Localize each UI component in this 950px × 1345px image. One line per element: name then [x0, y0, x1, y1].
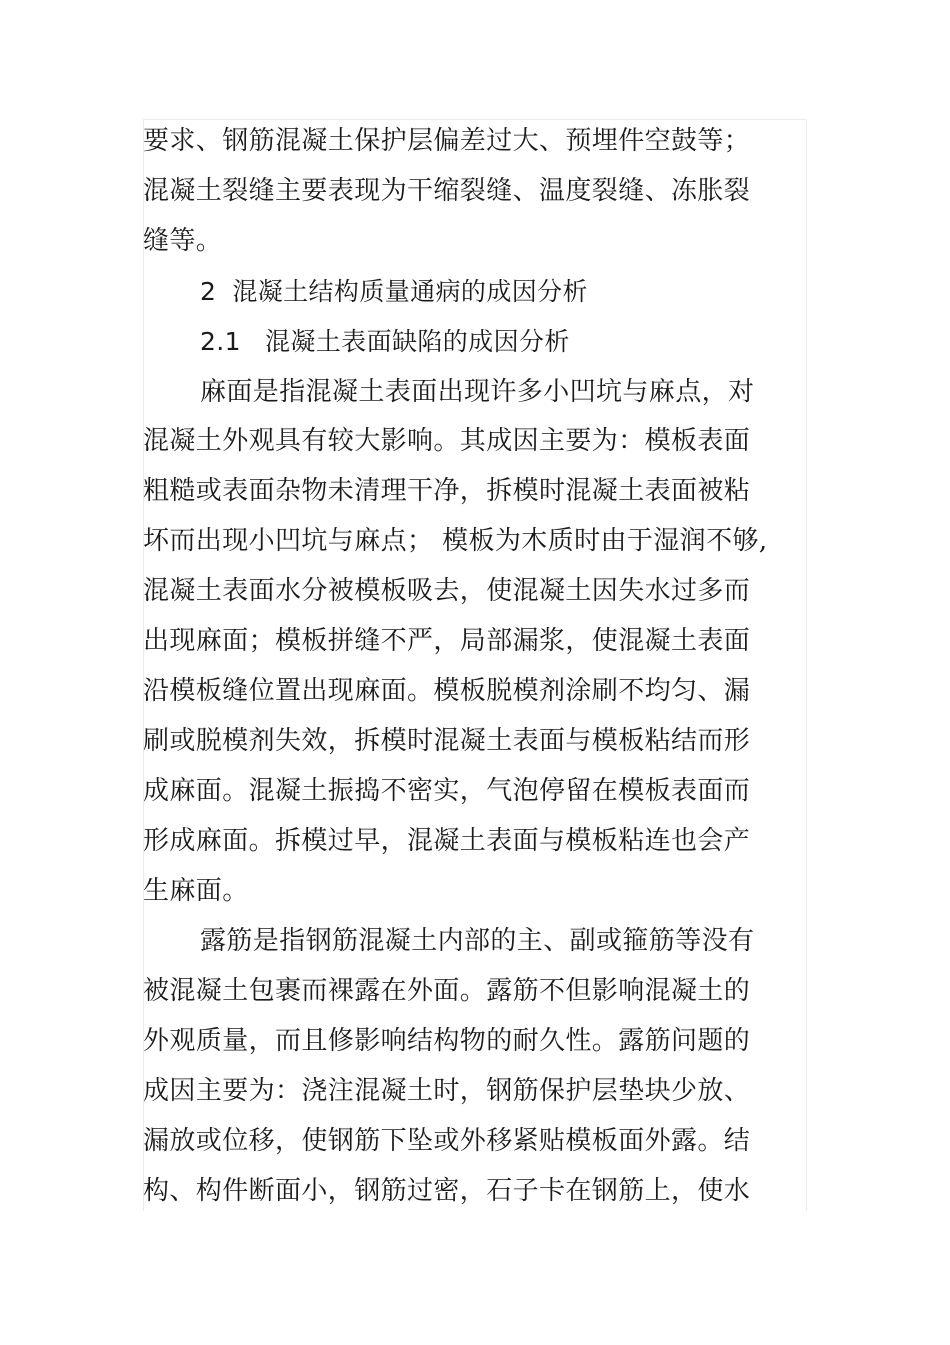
paragraph-line: 粗糙或表面杂物未清理干净，拆模时混凝土表面被粘	[143, 476, 751, 506]
section-title: 混凝土结构质量通病的成因分析	[232, 277, 588, 306]
paragraph-line: 混凝土外观具有较大影响。其成因主要为：模板表面	[143, 426, 751, 456]
paragraph-line: 沿模板缝位置出现麻面。模板脱模剂涂刷不均匀、漏	[143, 676, 751, 706]
paragraph-line: 外观质量，而且修影响结构物的耐久性。露筋问题的	[143, 1026, 751, 1056]
paragraph-line: 露筋是指钢筋混凝土内部的主、副或箍筋等没有	[200, 926, 755, 956]
paragraph-line: 刷或脱模剂失效，拆模时混凝土表面与模板粘结而形	[143, 726, 751, 756]
paragraph-line: 生麻面。	[143, 876, 249, 906]
subsection-title: 混凝土表面缺陷的成因分析	[264, 327, 570, 356]
paragraph-line: 混凝土表面水分被模板吸去，使混凝土因失水过多而	[143, 576, 751, 606]
subsection-number: 2.1	[200, 327, 241, 356]
paragraph-line: 形成麻面。拆模过早，混凝土表面与模板粘连也会产	[143, 826, 751, 856]
section-heading	[200, 277, 588, 307]
paragraph-line: 成麻面。混凝土振捣不密实，气泡停留在模板表面而	[143, 776, 751, 806]
subsection-heading	[200, 327, 570, 357]
paragraph-line: 漏放或位移，使钢筋下坠或外移紧贴模板面外露。结	[143, 1126, 751, 1156]
section-number: 2	[200, 277, 217, 306]
text-line: 混凝土裂缝主要表现为干缩裂缝、温度裂缝、冻胀裂	[143, 176, 751, 206]
paragraph-line: 麻面是指混凝土表面出现许多小凹坑与麻点，对	[200, 377, 755, 407]
paragraph-line: 出现麻面；模板拼缝不严，局部漏浆，使混凝土表面	[143, 626, 751, 656]
paragraph-line: 成因主要为：浇注混凝土时，钢筋保护层垫块少放、	[143, 1076, 751, 1106]
text-line: 要求、钢筋混凝土保护层偏差过大、预埋件空鼓等；	[143, 126, 751, 156]
paragraph-line: 构、构件断面小，钢筋过密，石子卡在钢筋上，使水	[143, 1176, 751, 1206]
paragraph-line: 被混凝土包裹而裸露在外面。露筋不但影响混凝土的	[143, 976, 751, 1006]
text-line: 缝等。	[143, 226, 223, 256]
paragraph-line: 坏而出现小凹坑与麻点； 模板为木质时由于湿润不够,	[143, 526, 768, 556]
